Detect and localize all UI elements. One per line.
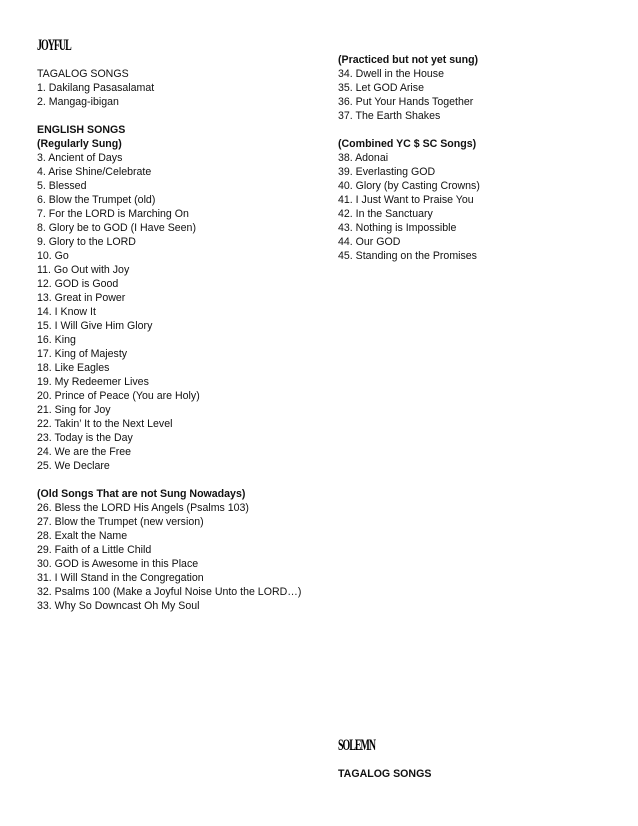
song-item: 16. King [37,334,76,346]
tagalog-songs-heading: TAGALOG SONGS [37,68,129,80]
song-item: 23. Today is the Day [37,432,133,444]
song-item: 5. Blessed [37,180,87,192]
old-songs-heading: (Old Songs That are not Sung Nowadays) [37,488,246,500]
song-item: 39. Everlasting GOD [338,166,436,178]
song-item: 45. Standing on the Promises [338,250,477,262]
song-item: 30. GOD is Awesome in this Place [37,558,199,570]
song-item: 22. Takin’ It to the Next Level [37,418,173,430]
song-item: 10. Go [37,250,69,262]
practiced-list [338,67,618,123]
song-item: 8. Glory be to GOD (I Have Seen) [37,222,196,234]
song-item: 18. Like Eagles [37,362,110,374]
song-item: 13. Great in Power [37,292,126,304]
song-item: 44. Our GOD [338,236,401,248]
song-item: 12. GOD is Good [37,278,119,290]
regularly-sung-list [37,151,327,473]
joyful-logo: JOYFUL [37,37,71,54]
old-songs-list [37,501,327,613]
spacer [338,123,618,137]
song-item: 24. We are the Free [37,446,132,458]
song-item: 15. I Will Give Him Glory [37,320,153,332]
song-item: 36. Put Your Hands Together [338,96,474,108]
song-item: 9. Glory to the LORD [37,236,136,248]
right-column [338,53,618,263]
tagalog-song-list [37,81,327,109]
combined-list [338,151,618,263]
song-item: 11. Go Out with Joy [37,264,130,276]
song-item: 6. Blow the Trumpet (old) [37,194,156,206]
practiced-heading: (Practiced but not yet sung) [338,54,479,66]
spacer [37,473,327,487]
solemn-tagalog-songs-heading: TAGALOG SONGS [338,768,432,780]
song-item: 17. King of Majesty [37,348,128,360]
left-column [37,67,327,613]
spacer [37,109,327,123]
song-item: 37. The Earth Shakes [338,110,441,122]
song-item: 3. Ancient of Days [37,152,123,164]
song-item: 28. Exalt the Name [37,530,128,542]
song-item: 26. Bless the LORD His Angels (Psalms 103) [37,502,249,514]
song-item: 38. Adonai [338,152,389,164]
song-item: 25. We Declare [37,460,110,472]
song-item: 2. Mangag-ibigan [37,96,119,108]
regularly-sung-heading: (Regularly Sung) [37,138,122,150]
song-item: 27. Blow the Trumpet (new version) [37,516,204,528]
english-songs-heading: ENGLISH SONGS [37,124,126,136]
song-item: 33. Why So Downcast Oh My Soul [37,600,200,612]
song-item: 43. Nothing is Impossible [338,222,457,234]
song-item: 31. I Will Stand in the Congregation [37,572,204,584]
combined-heading: (Combined YC $ SC Songs) [338,138,477,150]
song-item: 21. Sing for Joy [37,404,111,416]
song-item: 14. I Know It [37,306,96,318]
song-item: 42. In the Sanctuary [338,208,433,220]
solemn-logo: SOLEMN [338,737,376,754]
song-item: 29. Faith of a Little Child [37,544,152,556]
song-item: 40. Glory (by Casting Crowns) [338,180,480,192]
song-item: 32. Psalms 100 (Make a Joyful Noise Unto the LORD…) [37,586,302,598]
song-item: 41. I Just Want to Praise You [338,194,474,206]
song-item: 7. For the LORD is Marching On [37,208,189,220]
song-item: 20. Prince of Peace (You are Holy) [37,390,200,402]
song-item: 19. My Redeemer Lives [37,376,149,388]
song-item: 1. Dakilang Pasasalamat [37,82,155,94]
song-item: 4. Arise Shine/Celebrate [37,166,152,178]
song-item: 34. Dwell in the House [338,68,444,80]
song-item: 35. Let GOD Arise [338,82,424,94]
